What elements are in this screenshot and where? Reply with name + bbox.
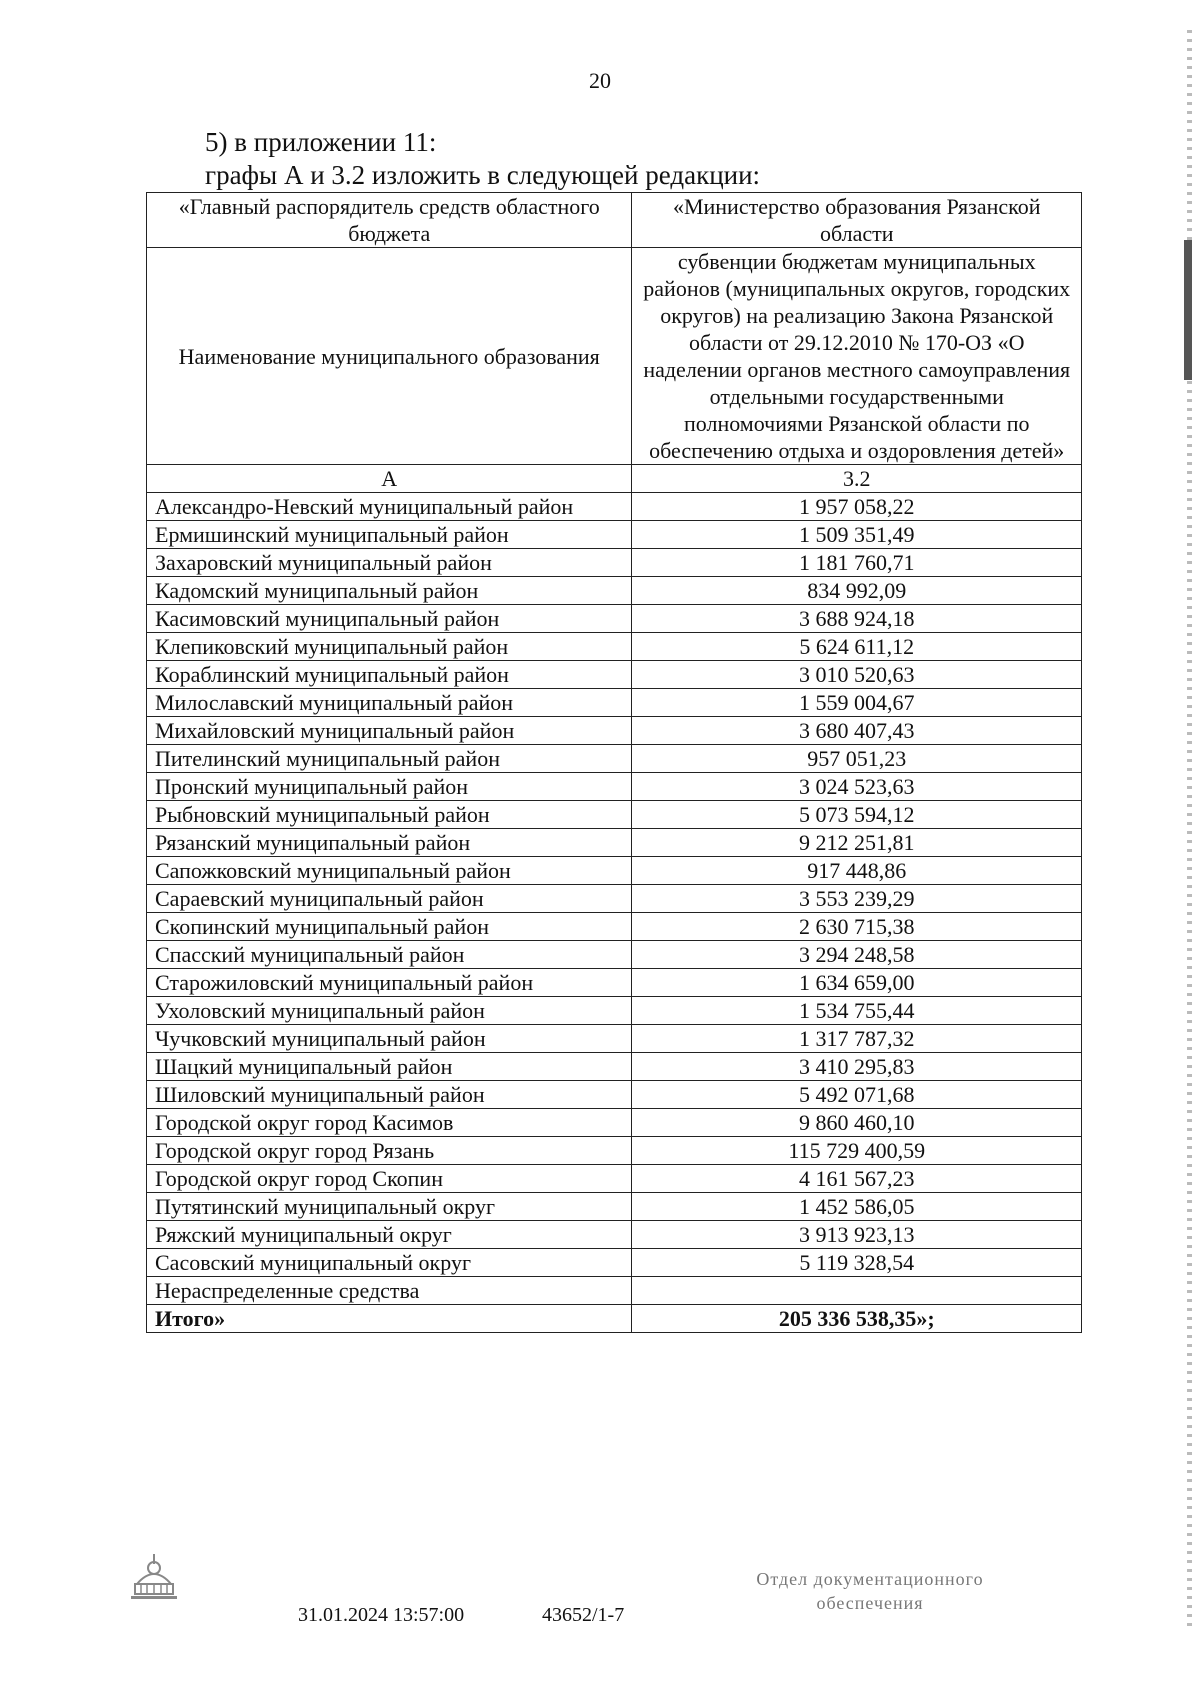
- department-stamp: [720, 1567, 1020, 1615]
- subvention-amount: 9 212 251,81: [632, 829, 1082, 857]
- subvention-amount: 5 624 611,12: [632, 633, 1082, 661]
- table-row: [147, 1277, 1082, 1305]
- total-label: Итого»: [147, 1305, 632, 1333]
- table-row: [147, 801, 1082, 829]
- table-row: [147, 633, 1082, 661]
- municipality-name: Нераспределенные средства: [147, 1277, 632, 1305]
- table-row: [147, 885, 1082, 913]
- subvention-amount: 957 051,23: [632, 745, 1082, 773]
- municipality-name: Клепиковский муниципальный район: [147, 633, 632, 661]
- footer-date: 31.01.2024 13:57:00: [298, 1604, 465, 1626]
- header-right-cell: «Министерство образования Рязанской области: [632, 193, 1082, 248]
- subvention-amount: 3 010 520,63: [632, 661, 1082, 689]
- municipality-name: Рязанский муниципальный район: [147, 829, 632, 857]
- table-row: [147, 773, 1082, 801]
- duma-logo-icon: [127, 1550, 181, 1604]
- table-row: [147, 1221, 1082, 1249]
- municipality-name: Ухоловский муниципальный район: [147, 997, 632, 1025]
- table-row: [147, 605, 1082, 633]
- footer-reg-number: 43652/1-7: [542, 1604, 625, 1626]
- table-row: [147, 829, 1082, 857]
- table-row: [147, 941, 1082, 969]
- subvention-amount: 3 294 248,58: [632, 941, 1082, 969]
- intro-line-1: 5) в приложении 11:: [205, 127, 437, 157]
- table-row: [147, 1109, 1082, 1137]
- table-row: [147, 689, 1082, 717]
- subvention-amount: 1 534 755,44: [632, 997, 1082, 1025]
- subvention-amount: 3 688 924,18: [632, 605, 1082, 633]
- subvention-amount: 1 181 760,71: [632, 549, 1082, 577]
- municipality-name: Рыбновский муниципальный район: [147, 801, 632, 829]
- municipality-name: Городской округ город Касимов: [147, 1109, 632, 1137]
- table-row: [147, 521, 1082, 549]
- header-row: [147, 193, 1082, 248]
- subvention-amount: 1 509 351,49: [632, 521, 1082, 549]
- table-row: [147, 1193, 1082, 1221]
- total-value: 205 336 538,35»;: [632, 1305, 1082, 1333]
- table-row: [147, 1165, 1082, 1193]
- subvention-amount: 4 161 567,23: [632, 1165, 1082, 1193]
- table-row: [147, 1081, 1082, 1109]
- municipality-name: Шацкий муниципальный район: [147, 1053, 632, 1081]
- subvention-amount: [632, 1277, 1082, 1305]
- stamp-line-1: Отдел документационного: [756, 1569, 984, 1589]
- total-row: [147, 1305, 1082, 1333]
- municipality-name: Милославский муниципальный район: [147, 689, 632, 717]
- table-row: [147, 1053, 1082, 1081]
- municipality-name: Старожиловский муниципальный район: [147, 969, 632, 997]
- municipality-name: Кораблинский муниципальный район: [147, 661, 632, 689]
- table-row: [147, 577, 1082, 605]
- municipality-name: Александро-Невский муниципальный район: [147, 493, 632, 521]
- subvention-amount: 3 680 407,43: [632, 717, 1082, 745]
- table-row: [147, 1137, 1082, 1165]
- municipality-name: Захаровский муниципальный район: [147, 549, 632, 577]
- subvention-amount: 1 452 586,05: [632, 1193, 1082, 1221]
- budget-table: [146, 192, 1082, 1333]
- subvention-amount: 3 024 523,63: [632, 773, 1082, 801]
- municipality-name: Путятинский муниципальный округ: [147, 1193, 632, 1221]
- municipality-name: Ермишинский муниципальный район: [147, 521, 632, 549]
- subvention-row: [147, 248, 1082, 465]
- column-a-cell: А: [147, 465, 632, 493]
- municipality-name: Сапожковский муниципальный район: [147, 857, 632, 885]
- municipality-name: Сасовский муниципальный округ: [147, 1249, 632, 1277]
- table-row: [147, 913, 1082, 941]
- municipality-name: Шиловский муниципальный район: [147, 1081, 632, 1109]
- municipality-name: Сараевский муниципальный район: [147, 885, 632, 913]
- table-row: [147, 1025, 1082, 1053]
- intro-line-2: графы А и 3.2 изложить в следующей редакции:: [205, 160, 761, 190]
- municipality-name: Чучковский муниципальный район: [147, 1025, 632, 1053]
- subvention-amount: 115 729 400,59: [632, 1137, 1082, 1165]
- table-row: [147, 661, 1082, 689]
- subvention-amount: 5 492 071,68: [632, 1081, 1082, 1109]
- subvention-amount: 917 448,86: [632, 857, 1082, 885]
- municipality-name: Спасский муниципальный район: [147, 941, 632, 969]
- table-row: [147, 549, 1082, 577]
- subvention-amount: 2 630 715,38: [632, 913, 1082, 941]
- table-row: [147, 493, 1082, 521]
- subvention-amount: 3 553 239,29: [632, 885, 1082, 913]
- subvention-amount: 1 317 787,32: [632, 1025, 1082, 1053]
- municipality-name: Скопинский муниципальный район: [147, 913, 632, 941]
- municipality-name: Михайловский муниципальный район: [147, 717, 632, 745]
- stamp-line-2: обеспечения: [816, 1593, 924, 1613]
- municipality-name: Кадомский муниципальный район: [147, 577, 632, 605]
- subvention-amount: 5 119 328,54: [632, 1249, 1082, 1277]
- municipality-name: Пителинский муниципальный район: [147, 745, 632, 773]
- municipality-name: Городской округ город Скопин: [147, 1165, 632, 1193]
- intro-text: [205, 126, 760, 192]
- subvention-amount: 9 860 460,10: [632, 1109, 1082, 1137]
- subvention-amount: 1 634 659,00: [632, 969, 1082, 997]
- table-row: [147, 969, 1082, 997]
- municipality-name: Касимовский муниципальный район: [147, 605, 632, 633]
- column-3-2-cell: 3.2: [632, 465, 1082, 493]
- municipality-name: Городской округ город Рязань: [147, 1137, 632, 1165]
- subvention-amount: 834 992,09: [632, 577, 1082, 605]
- name-label-cell: Наименование муниципального образования: [147, 248, 632, 465]
- subvention-amount: 3 913 923,13: [632, 1221, 1082, 1249]
- table-row: [147, 745, 1082, 773]
- subvention-cell: субвенции бюджетам муниципальных районов (муниципальных округов, городских округов) на реализацию Закона Рязанской области от 29.12.2010 № 170-ОЗ «О наделении органов местного самоуправления отдельными государственными полномочиями Рязанской области по обеспечению отдыха и оздоровления детей»: [632, 248, 1082, 465]
- header-left-cell: «Главный распорядитель средств областного бюджета: [147, 193, 632, 248]
- table-row: [147, 1249, 1082, 1277]
- subvention-amount: 3 410 295,83: [632, 1053, 1082, 1081]
- table-row: [147, 857, 1082, 885]
- subvention-amount: 5 073 594,12: [632, 801, 1082, 829]
- table-row: [147, 717, 1082, 745]
- subvention-amount: 1 957 058,22: [632, 493, 1082, 521]
- municipality-name: Пронский муниципальный район: [147, 773, 632, 801]
- scan-edge-mark: [1184, 240, 1192, 380]
- page-number: 20: [589, 68, 611, 93]
- subvention-amount: 1 559 004,67: [632, 689, 1082, 717]
- column-id-row: [147, 465, 1082, 493]
- table-row: [147, 997, 1082, 1025]
- municipality-name: Ряжский муниципальный округ: [147, 1221, 632, 1249]
